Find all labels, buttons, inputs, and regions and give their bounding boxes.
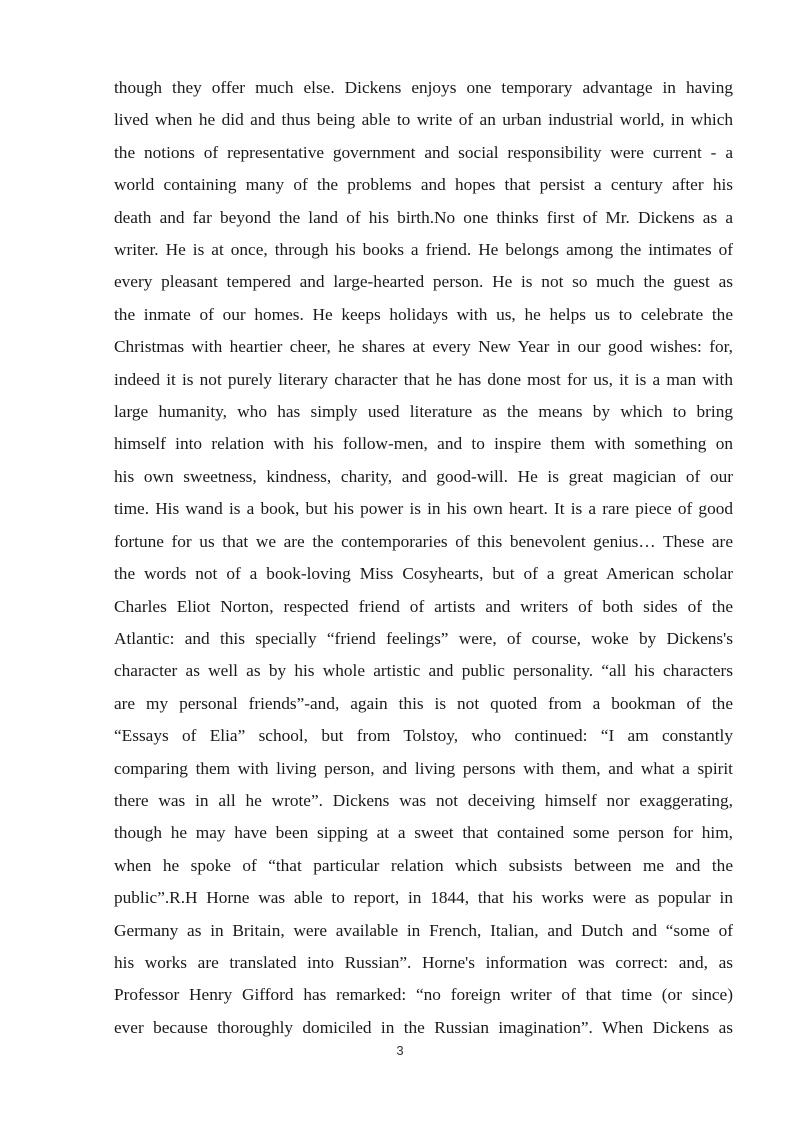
text-line: writer. He is at once, through his books a friend. He belongs among the intimates of	[114, 240, 733, 260]
text-line: Atlantic: and this specially “friend feelings” were, of course, woke by Dickens's	[114, 628, 733, 648]
page-number: 3	[396, 1043, 404, 1058]
text-line: ever because thoroughly domiciled in the Russian imagination”. When Dickens as	[114, 1017, 733, 1037]
text-line: lived when he did and thus being able to write of an urban industrial world, in which	[114, 110, 733, 130]
text-line: are my personal friends”-and, again this is not quoted from a bookman of the	[114, 693, 733, 713]
text-line: Christmas with heartier cheer, he shares at every New Year in our good wishes: for,	[114, 337, 733, 357]
text-line: fortune for us that we are the contemporaries of this benevolent genius… These are	[114, 531, 733, 551]
text-line: the inmate of our homes. He keeps holidays with us, he helps us to celebrate the	[114, 304, 733, 324]
text-line: the notions of representative government and social responsibility were current - a	[114, 142, 733, 162]
text-line: indeed it is not purely literary character that he has done most for us, it is a man with	[114, 369, 733, 389]
text-line: when he spoke of “that particular relation which subsists between me and the	[114, 855, 733, 875]
text-line: though he may have been sipping at a sweet that contained some person for him,	[114, 823, 733, 843]
body-paragraph	[114, 72, 733, 1044]
text-line: Professor Henry Gifford has remarked: “no foreign writer of that time (or since)	[114, 985, 733, 1005]
text-line: his own sweetness, kindness, charity, and good-will. He is great magician of our	[114, 466, 733, 486]
text-line: death and far beyond the land of his birth.No one thinks first of Mr. Dickens as a	[114, 207, 733, 227]
text-line: “Essays of Elia” school, but from Tolstoy, who continued: “I am constantly	[114, 726, 733, 746]
text-line: comparing them with living person, and living persons with them, and what a spirit	[114, 758, 733, 778]
text-line: character as well as by his whole artistic and public personality. “all his characters	[114, 661, 733, 681]
text-line: the words not of a book-loving Miss Cosyhearts, but of a great American scholar	[114, 564, 733, 584]
text-line: his works are translated into Russian”. Horne's information was correct: and, as	[114, 952, 733, 972]
text-line: world containing many of the problems and hopes that persist a century after his	[114, 175, 733, 195]
text-line: public”.R.H Horne was able to report, in 1844, that his works were as popular in	[114, 888, 733, 908]
text-line: time. His wand is a book, but his power is in his own heart. It is a rare piece of good	[114, 499, 733, 519]
text-line: Germany as in Britain, were available in French, Italian, and Dutch and “some of	[114, 920, 733, 940]
text-line: large humanity, who has simply used literature as the means by which to bring	[114, 402, 733, 422]
text-line: himself into relation with his follow-men, and to inspire them with something on	[114, 434, 733, 454]
text-line: Charles Eliot Norton, respected friend of artists and writers of both sides of the	[114, 596, 733, 616]
text-line: there was in all he wrote”. Dickens was not deceiving himself nor exaggerating,	[114, 790, 733, 810]
text-line: every pleasant tempered and large-hearted person. He is not so much the guest as	[114, 272, 733, 292]
text-line: though they offer much else. Dickens enjoys one temporary advantage in having	[114, 78, 733, 97]
